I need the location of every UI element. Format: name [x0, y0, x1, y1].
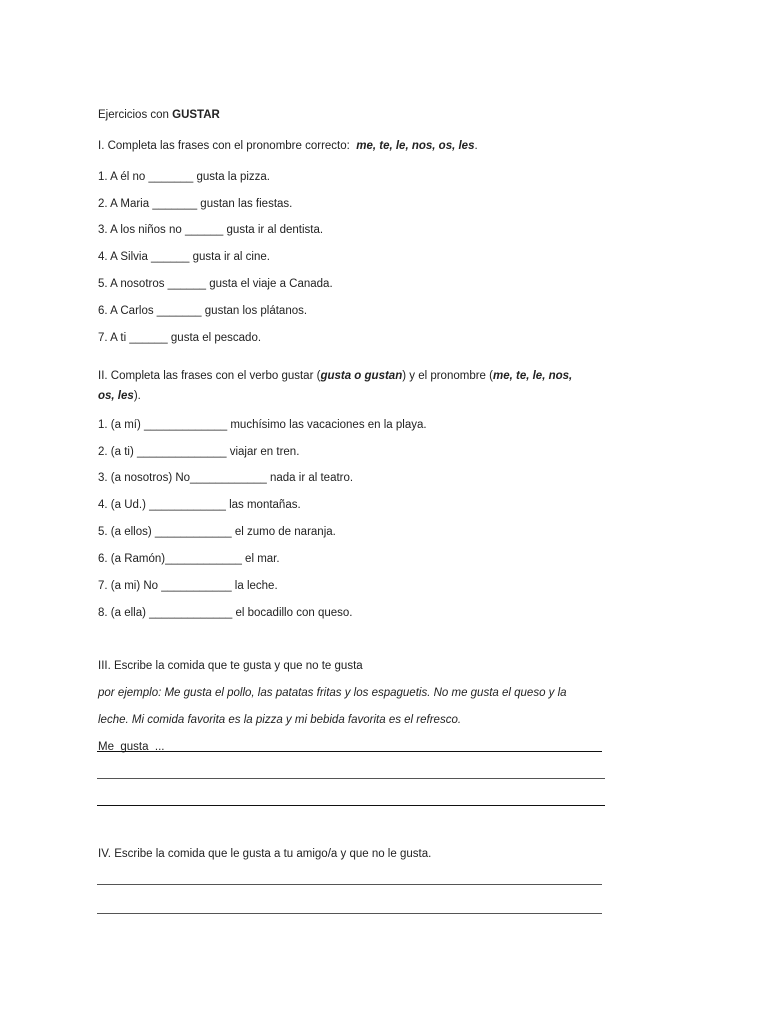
section2-item: 8. (a ella) _____________ el bocadillo con queso.	[98, 607, 353, 619]
answer-line	[97, 805, 605, 806]
section2-instruction-line2	[98, 389, 141, 403]
section2-item: 6. (a Ramón)____________ el mar.	[98, 553, 280, 565]
section2-item: 5. (a ellos) ____________ el zumo de naranja.	[98, 526, 336, 538]
section3-example-line1: por ejemplo: Me gusta el pollo, las patatas fritas y los espaguetis. No me gusta el queso y la	[98, 687, 567, 699]
section1-item: 4. A Silvia ______ gusta ir al cine.	[98, 251, 270, 263]
section2-text-end: ).	[133, 390, 141, 402]
section1-item: 5. A nosotros ______ gusta el viaje a Canada.	[98, 278, 333, 290]
answer-line	[97, 751, 602, 752]
answer-line	[97, 913, 602, 914]
section1-item: 1. A él no _______ gusta la pizza.	[98, 171, 270, 183]
section2-pronouns-b: os, les	[98, 390, 134, 402]
section2-item: 7. (a mi) No ___________ la leche.	[98, 580, 278, 592]
section2-pronouns-a: me, te, le, nos,	[492, 370, 573, 382]
title-prefix: Ejercicios con	[98, 109, 173, 121]
section3-heading: III. Escribe la comida que te gusta y que no te gusta	[98, 660, 363, 672]
section2-instruction-line1	[98, 369, 572, 383]
section2-text-a: II. Completa las frases con el verbo gustar (	[98, 370, 321, 382]
section1-end: .	[474, 140, 478, 152]
section2-item: 1. (a mí) _____________ muchísimo las vacaciones en la playa.	[98, 419, 427, 431]
section2-item: 2. (a ti) ______________ viajar en tren.	[98, 446, 300, 458]
section3-example-line2: leche. Mi comida favorita es la pizza y mi bebida favorita es el refresco.	[98, 714, 462, 726]
page-title	[98, 108, 220, 122]
section2-verbs: gusta o gustan	[320, 370, 403, 382]
section2-text-c: ) y el pronombre (	[402, 370, 493, 382]
section1-item: 2. A Maria _______ gustan las fiestas.	[98, 198, 293, 210]
section2-item: 3. (a nosotros) No____________ nada ir al teatro.	[98, 472, 354, 484]
section1-instruction	[98, 139, 478, 153]
section1-item: 7. A ti ______ gusta el pescado.	[98, 332, 262, 344]
section2-item: 4. (a Ud.) ____________ las montañas.	[98, 499, 301, 511]
answer-line	[97, 884, 602, 885]
answer-line	[97, 778, 605, 779]
section1-instruction-text: I. Completa las frases con el pronombre correcto:	[98, 140, 357, 152]
section3-answer-start: Me gusta ...	[98, 741, 165, 753]
section4-heading: IV. Escribe la comida que le gusta a tu amigo/a y que no le gusta.	[98, 848, 432, 860]
title-bold: GUSTAR	[172, 109, 220, 121]
section1-pronouns: me, te, le, nos, os, les	[356, 140, 475, 152]
section1-item: 6. A Carlos _______ gustan los plátanos.	[98, 305, 308, 317]
section1-item: 3. A los niños no ______ gusta ir al dentista.	[98, 224, 324, 236]
